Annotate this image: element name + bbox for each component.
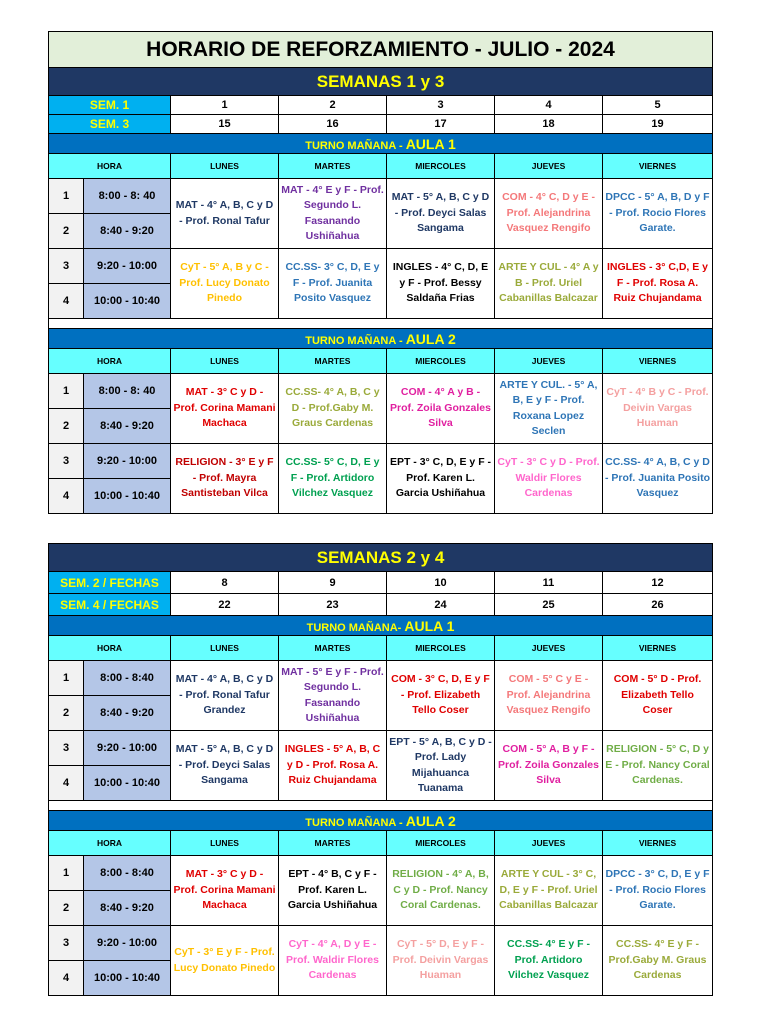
date-cell: 3	[387, 96, 495, 115]
turno-header	[49, 329, 713, 349]
period-number: 4	[49, 961, 84, 996]
column-header-day: JUEVES	[495, 636, 603, 661]
class-slot: DPCC - 5° A, B, D y F - Prof. Rocio Flores Garate.	[603, 179, 713, 249]
page-title: HORARIO DE REFORZAMIENTO - JULIO - 2024	[49, 32, 713, 68]
aula-label: AULA 2	[405, 330, 456, 347]
turno-header	[49, 616, 713, 636]
column-header-hora: HORA	[49, 349, 171, 374]
period-time: 9:20 - 10:00	[84, 249, 171, 284]
class-slot: DPCC - 3° C, D, E y F - Prof. Rocio Flores Garate.	[603, 856, 713, 926]
period-time: 10:00 - 10:40	[84, 961, 171, 996]
period-time: 8:00 - 8:40	[84, 661, 171, 696]
period-time: 9:20 - 10:00	[84, 731, 171, 766]
date-cell: 22	[171, 594, 279, 616]
column-header-day: VIERNES	[603, 154, 713, 179]
period-time: 8:40 - 9:20	[84, 409, 171, 444]
class-slot: INGLES - 4° C, D, E y F - Prof. Bessy Saldaña Frias	[387, 249, 495, 319]
period-number: 3	[49, 731, 84, 766]
class-slot: CC.SS- 3° C, D, E y F - Prof. Juanita Posito Vasquez	[279, 249, 387, 319]
column-header-day: VIERNES	[603, 636, 713, 661]
class-slot: COM - 5° A, B y F - Prof. Zoila Gonzales Silva	[495, 731, 603, 801]
column-header-day: VIERNES	[603, 831, 713, 856]
date-cell: 12	[603, 572, 713, 594]
period-number: 1	[49, 856, 84, 891]
class-slot: MAT - 5° A, B, C y D - Prof. Deyci Salas Sangama	[171, 731, 279, 801]
date-cell: 5	[603, 96, 713, 115]
class-slot: CyT - 5° D, E y F - Prof. Deivin Vargas Huaman	[387, 926, 495, 996]
class-slot: COM - 5° D - Prof. Elizabeth Tello Coser	[603, 661, 713, 731]
date-cell: 11	[495, 572, 603, 594]
date-cell: 16	[279, 115, 387, 134]
period-number: 2	[49, 214, 84, 249]
date-cell: 10	[387, 572, 495, 594]
period-time: 8:40 - 9:20	[84, 891, 171, 926]
aula-label: AULA 2	[405, 812, 456, 829]
schedule-sheet-2	[48, 543, 712, 996]
period-number: 3	[49, 926, 84, 961]
class-slot: RELIGION - 4° A, B, C y D - Prof. Nancy Coral Cardenas.	[387, 856, 495, 926]
class-slot: CyT - 3° E y F - Prof. Lucy Donato Pinedo	[171, 926, 279, 996]
period-number: 2	[49, 891, 84, 926]
weeks-title: SEMANAS 2 y 4	[49, 544, 713, 572]
period-number: 4	[49, 479, 84, 514]
period-number: 3	[49, 444, 84, 479]
column-header-day: MIERCOLES	[387, 154, 495, 179]
class-slot: RELIGION - 3° E y F - Prof. Mayra Santisteban Vilca	[171, 444, 279, 514]
column-header-day: LUNES	[171, 349, 279, 374]
class-slot: CC.SS- 4° E y F - Prof. Artidoro Vilchez Vasquez	[495, 926, 603, 996]
date-cell: 8	[171, 572, 279, 594]
date-cell: 17	[387, 115, 495, 134]
class-slot: CC.SS- 4° A, B, C y D - Prof.Gaby M. Graus Cardenas	[279, 374, 387, 444]
class-slot: CyT - 4° B y C - Prof. Deivin Vargas Huaman	[603, 374, 713, 444]
column-header-day: MARTES	[279, 349, 387, 374]
turno-label: TURNO MAÑANA -	[305, 816, 406, 829]
class-slot: COM - 4° A y B - Prof. Zoila Gonzales Silva	[387, 374, 495, 444]
schedule-table	[48, 543, 713, 996]
column-header-day: VIERNES	[603, 349, 713, 374]
class-slot: ARTE Y CUL. - 5° A, B, E y F - Prof. Roxana Lopez Seclen	[495, 374, 603, 444]
class-slot: CyT - 4° A, D y E - Prof. Waldir Flores Cardenas	[279, 926, 387, 996]
period-time: 8:00 - 8:40	[84, 856, 171, 891]
aula-label: AULA 1	[405, 135, 456, 152]
turno-label: TURNO MAÑANA -	[305, 334, 406, 347]
period-number: 2	[49, 409, 84, 444]
aula-label: AULA 1	[404, 617, 455, 634]
class-slot: MAT - 4° E y F - Prof. Segundo L. Fasanando Ushiñahua	[279, 179, 387, 249]
column-header-hora: HORA	[49, 636, 171, 661]
class-slot: EPT - 5° A, B, C y D - Prof. Lady Mijahuanca Tuanama	[387, 731, 495, 801]
column-header-day: MARTES	[279, 636, 387, 661]
schedule-table	[48, 31, 713, 514]
period-time: 8:40 - 9:20	[84, 214, 171, 249]
week-label: SEM. 1	[49, 96, 171, 115]
class-slot: EPT - 3° C, D, E y F - Prof. Karen L. Garcia Ushiñahua	[387, 444, 495, 514]
week-label: SEM. 3	[49, 115, 171, 134]
class-slot: COM - 5° C y E - Prof. Alejandrina Vasquez Rengifo	[495, 661, 603, 731]
turno-label: TURNO MAÑANA -	[305, 139, 406, 152]
class-slot: MAT - 4° A, B, C y D - Prof. Ronal Tafur	[171, 179, 279, 249]
period-time: 8:40 - 9:20	[84, 696, 171, 731]
class-slot: CC.SS- 4° E y F - Prof.Gaby M. Graus Cardenas	[603, 926, 713, 996]
period-number: 1	[49, 179, 84, 214]
period-time: 10:00 - 10:40	[84, 284, 171, 319]
period-time: 9:20 - 10:00	[84, 926, 171, 961]
class-slot: MAT - 3° C y D - Prof. Corina Mamani Machaca	[171, 374, 279, 444]
class-slot: EPT - 4° B, C y F - Prof. Karen L. Garcia Ushiñahua	[279, 856, 387, 926]
date-cell: 24	[387, 594, 495, 616]
date-cell: 18	[495, 115, 603, 134]
column-header-hora: HORA	[49, 831, 171, 856]
column-header-day: MIERCOLES	[387, 349, 495, 374]
period-number: 4	[49, 284, 84, 319]
class-slot: INGLES - 5° A, B, C y D - Prof. Rosa A. Ruiz Chujandama	[279, 731, 387, 801]
period-number: 1	[49, 661, 84, 696]
date-cell: 19	[603, 115, 713, 134]
period-number: 2	[49, 696, 84, 731]
class-slot: INGLES - 3° C,D, E y F - Prof. Rosa A. Ruiz Chujandama	[603, 249, 713, 319]
class-slot: MAT - 3° C y D - Prof. Corina Mamani Machaca	[171, 856, 279, 926]
class-slot: CyT - 3° C y D - Prof. Waldir Flores Cardenas	[495, 444, 603, 514]
spacer-row	[49, 319, 713, 329]
date-cell: 26	[603, 594, 713, 616]
date-cell: 25	[495, 594, 603, 616]
column-header-day: LUNES	[171, 154, 279, 179]
class-slot: CC.SS- 4° A, B, C y D - Prof. Juanita Posito Vasquez	[603, 444, 713, 514]
class-slot: COM - 3° C, D, E y F - Prof. Elizabeth Tello Coser	[387, 661, 495, 731]
class-slot: CC.SS- 5° C, D, E y F - Prof. Artidoro Vilchez Vasquez	[279, 444, 387, 514]
column-header-day: MARTES	[279, 154, 387, 179]
date-cell: 2	[279, 96, 387, 115]
class-slot: ARTE Y CUL - 3° C, D, E y F - Prof. Uriel Cabanillas Balcazar	[495, 856, 603, 926]
week-label: SEM. 2 / FECHAS	[49, 572, 171, 594]
column-header-day: MIERCOLES	[387, 831, 495, 856]
column-header-day: JUEVES	[495, 831, 603, 856]
column-header-day: JUEVES	[495, 349, 603, 374]
period-time: 8:00 - 8: 40	[84, 374, 171, 409]
class-slot: CyT - 5° A, B y C - Prof. Lucy Donato Pinedo	[171, 249, 279, 319]
date-cell: 9	[279, 572, 387, 594]
schedule-sheet-1	[48, 31, 712, 514]
column-header-day: LUNES	[171, 636, 279, 661]
column-header-day: MIERCOLES	[387, 636, 495, 661]
turno-label: TURNO MAÑANA-	[306, 621, 405, 634]
date-cell: 23	[279, 594, 387, 616]
class-slot: COM - 4° C, D y E - Prof. Alejandrina Vasquez Rengifo	[495, 179, 603, 249]
class-slot: RELIGION - 5° C, D y E - Prof. Nancy Coral Cardenas.	[603, 731, 713, 801]
period-number: 4	[49, 766, 84, 801]
date-cell: 15	[171, 115, 279, 134]
date-cell: 1	[171, 96, 279, 115]
turno-header	[49, 811, 713, 831]
date-cell: 4	[495, 96, 603, 115]
week-label: SEM. 4 / FECHAS	[49, 594, 171, 616]
column-header-day: LUNES	[171, 831, 279, 856]
class-slot: MAT - 5° E y F - Prof. Segundo L. Fasanando Ushiñahua	[279, 661, 387, 731]
period-number: 1	[49, 374, 84, 409]
period-time: 10:00 - 10:40	[84, 479, 171, 514]
column-header-day: MARTES	[279, 831, 387, 856]
class-slot: MAT - 5° A, B, C y D - Prof. Deyci Salas Sangama	[387, 179, 495, 249]
period-time: 9:20 - 10:00	[84, 444, 171, 479]
turno-header	[49, 134, 713, 154]
weeks-title: SEMANAS 1 y 3	[49, 68, 713, 96]
period-number: 3	[49, 249, 84, 284]
class-slot: MAT - 4° A, B, C y D - Prof. Ronal Tafur Grandez	[171, 661, 279, 731]
spacer-row	[49, 801, 713, 811]
period-time: 8:00 - 8: 40	[84, 179, 171, 214]
class-slot: ARTE Y CUL - 4° A y B - Prof. Uriel Cabanillas Balcazar	[495, 249, 603, 319]
column-header-day: JUEVES	[495, 154, 603, 179]
column-header-hora: HORA	[49, 154, 171, 179]
period-time: 10:00 - 10:40	[84, 766, 171, 801]
